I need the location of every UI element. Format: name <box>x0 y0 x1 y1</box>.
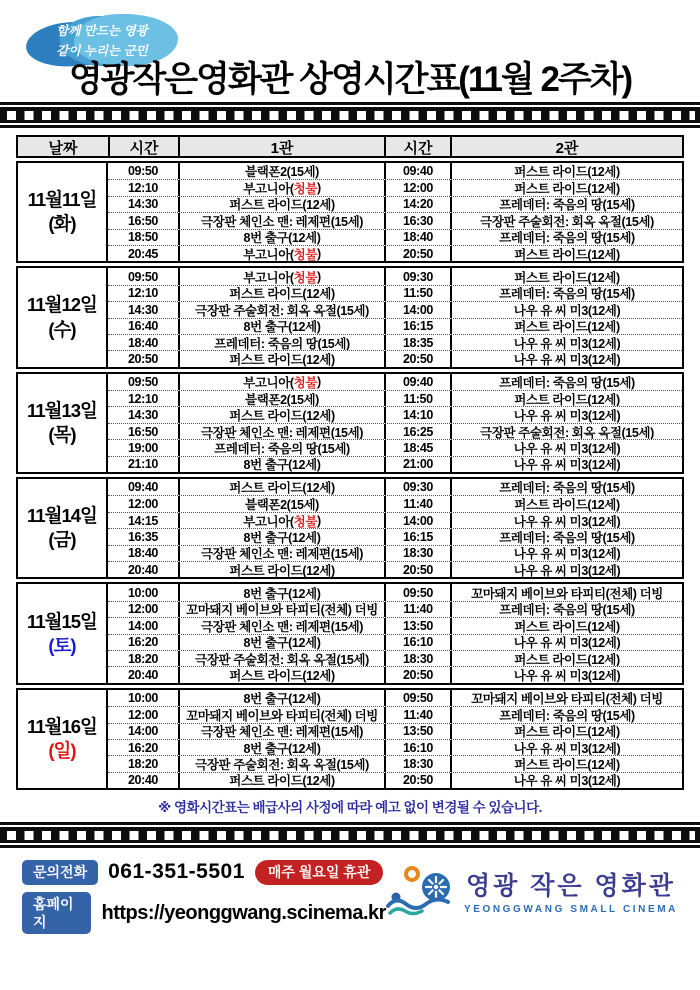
screen1-time: 09:50 <box>128 374 158 389</box>
screen2-movie: 프레데터: 죽음의 땅(15세) <box>450 230 682 245</box>
screen2-movie: 퍼스트 라이드(12세) <box>450 163 682 179</box>
schedule-change-notice: ※ 영화시간표는 배급사의 사정에 따라 예고 없이 변경될 수 있습니다. <box>158 800 542 816</box>
screen1-time: 12:10 <box>128 181 158 196</box>
showtime-row <box>108 423 682 439</box>
cinema-logo-icon <box>386 862 460 918</box>
showtime-row <box>108 772 682 788</box>
header-date: 날짜 <box>48 140 78 157</box>
showtime-row <box>108 334 682 350</box>
screen1-time: 10:00 <box>128 585 158 600</box>
screen2-movie: 퍼스트 라이드(12세) <box>450 651 682 666</box>
screen2-movie: 퍼스트 라이드(12세) <box>450 496 682 511</box>
homepage-link[interactable]: https://yeonggwang.scinema.kr <box>101 901 386 924</box>
table-header-row <box>16 135 684 158</box>
date-label: 11월11일 <box>27 189 97 211</box>
screen2-movie: 프레데터: 죽음의 땅(15세) <box>450 707 682 722</box>
screen1-movie: 퍼스트 라이드(12세) <box>178 407 384 422</box>
showtime-row <box>108 723 682 739</box>
showtime-row <box>108 479 682 495</box>
screen2-time: 16:10 <box>384 635 450 650</box>
showtime-rows <box>108 268 682 366</box>
screen1-time: 10:00 <box>128 690 158 705</box>
showtime-row <box>108 268 682 284</box>
screen2-time: 21:00 <box>384 457 450 472</box>
day-block <box>16 688 684 790</box>
timetable <box>16 135 684 790</box>
schedule-blocks <box>16 161 684 790</box>
restricted-rating-tag: 청불 <box>293 270 318 285</box>
screen2-time: 16:25 <box>384 424 450 439</box>
date-cell <box>18 374 108 472</box>
screen2-movie: 극장판 주술회전: 회옥 옥절(15세) <box>450 424 682 439</box>
date-label: 11월16일 <box>27 715 97 737</box>
screen1-movie: 꼬마돼지 베이브와 타피티(전체) 더빙 <box>178 707 384 722</box>
screen2-time: 11:40 <box>384 707 450 722</box>
screen2-movie: 퍼스트 라이드(12세) <box>450 268 682 284</box>
screen1-time: 16:35 <box>128 529 158 544</box>
weekday-label: (금) <box>48 529 76 551</box>
showtime-row <box>108 617 682 633</box>
screen2-movie: 퍼스트 라이드(12세) <box>450 724 682 739</box>
screen1-time: 20:45 <box>128 246 158 261</box>
screen2-time: 20:50 <box>384 351 450 366</box>
weekday-label: (수) <box>48 318 76 340</box>
showtime-rows <box>108 584 682 682</box>
screen1-movie: 8번 출구(12세) <box>178 457 384 472</box>
screen2-movie: 퍼스트 라이드(12세) <box>450 246 682 261</box>
screen2-movie: 퍼스트 라이드(12세) <box>450 391 682 406</box>
county-logo-line1: 함께 만드는 영광 <box>56 24 148 38</box>
screen2-movie: 나우 유 씨 미3(12세) <box>450 667 682 682</box>
screen2-time: 09:50 <box>384 584 450 600</box>
screen2-time: 18:35 <box>384 335 450 350</box>
date-cell <box>18 584 108 682</box>
phone-row <box>22 860 386 885</box>
day-block <box>16 161 684 263</box>
weekday-label: (목) <box>48 423 76 445</box>
screen2-time: 09:40 <box>384 163 450 179</box>
screen2-time: 11:50 <box>384 286 450 301</box>
header-screen1: 1관 <box>178 137 384 158</box>
closed-monday-badge: 매주 월요일 휴관 <box>255 860 383 885</box>
screen2-movie: 나우 유 씨 미3(12세) <box>450 513 682 528</box>
screen1-movie: 8번 출구(12세) <box>178 635 384 650</box>
date-label: 11월13일 <box>27 399 97 421</box>
screen1-time: 16:20 <box>128 740 158 755</box>
screen2-movie: 프레데터: 죽음의 땅(15세) <box>450 374 682 390</box>
showtime-row <box>108 318 682 334</box>
date-cell <box>18 163 108 261</box>
screen1-time: 20:50 <box>128 351 158 366</box>
showtime-row <box>108 212 682 228</box>
date-label: 11월12일 <box>27 294 97 316</box>
screen1-movie: 퍼스트 라이드(12세) <box>178 479 384 495</box>
screen2-time: 16:15 <box>384 529 450 544</box>
day-block <box>16 582 684 684</box>
date-cell <box>18 690 108 788</box>
screen2-movie: 나우 유 씨 미3(12세) <box>450 740 682 755</box>
screen1-time: 14:30 <box>128 197 158 212</box>
showtime-row <box>108 755 682 771</box>
screen2-movie: 퍼스트 라이드(12세) <box>450 319 682 334</box>
screen1-movie: 퍼스트 라이드(12세) <box>178 351 384 366</box>
restricted-rating-tag: 청불 <box>293 375 318 390</box>
screen1-movie: 부고니아( 청불 ) <box>178 246 384 261</box>
screen1-movie: 8번 출구(12세) <box>178 230 384 245</box>
screen1-time: 14:30 <box>128 408 158 423</box>
screen2-movie: 나우 유 씨 미3(12세) <box>450 335 682 350</box>
showtime-row <box>108 495 682 511</box>
screen1-time: 18:50 <box>128 230 158 245</box>
screen1-movie: 8번 출구(12세) <box>178 690 384 706</box>
screen2-movie: 나우 유 씨 미3(12세) <box>450 546 682 561</box>
screen1-time: 14:30 <box>128 302 158 317</box>
screen2-time: 13:50 <box>384 618 450 633</box>
showtime-row <box>108 512 682 528</box>
page-title: 영광작은영화관 상영시간표(11월 2주차) <box>68 60 632 99</box>
date-cell <box>18 479 108 577</box>
screen1-movie: 극장판 주술회전: 회옥 옥절(15세) <box>178 302 384 317</box>
screen1-time: 20:40 <box>128 668 158 683</box>
screen1-time: 20:40 <box>128 773 158 788</box>
screen2-time: 18:30 <box>384 546 450 561</box>
screen2-movie: 나우 유 씨 미3(12세) <box>450 773 682 788</box>
screen2-time: 18:45 <box>384 440 450 455</box>
screen1-movie: 퍼스트 라이드(12세) <box>178 667 384 682</box>
weekday-label: (화) <box>48 213 76 235</box>
screen2-movie: 꼬마돼지 베이브와 타피티(전체) 더빙 <box>450 584 682 600</box>
weekday-label: (일) <box>48 739 76 761</box>
showtime-row <box>108 739 682 755</box>
screen1-movie: 극장판 주술회전: 회옥 옥절(15세) <box>178 651 384 666</box>
day-block <box>16 477 684 579</box>
header-time2: 시간 <box>384 137 450 158</box>
screen2-time: 20:50 <box>384 773 450 788</box>
screen2-time: 16:10 <box>384 740 450 755</box>
screen1-movie: 블랙폰2(15세) <box>178 391 384 406</box>
screen2-movie: 나우 유 씨 미3(12세) <box>450 635 682 650</box>
screen1-movie: 극장판 체인소 맨: 레제편(15세) <box>178 724 384 739</box>
screen1-movie: 8번 출구(12세) <box>178 529 384 544</box>
screen2-movie: 퍼스트 라이드(12세) <box>450 180 682 195</box>
showtime-row <box>108 561 682 577</box>
showtime-row <box>108 406 682 422</box>
screen2-time: 16:30 <box>384 213 450 228</box>
homepage-label-badge: 홈페이지 <box>22 892 91 934</box>
showtime-row <box>108 650 682 666</box>
screen2-time: 20:50 <box>384 562 450 577</box>
day-block <box>16 372 684 474</box>
screen2-time: 09:30 <box>384 268 450 284</box>
screen2-movie: 프레데터: 죽음의 땅(15세) <box>450 286 682 301</box>
cinema-logo-text <box>464 866 678 915</box>
screen1-time: 20:40 <box>128 562 158 577</box>
screen1-time: 12:00 <box>128 497 158 512</box>
screen1-time: 14:15 <box>128 513 158 528</box>
screen1-time: 16:20 <box>128 635 158 650</box>
screen2-time: 11:40 <box>384 496 450 511</box>
screen2-time: 14:10 <box>384 407 450 422</box>
screen2-time: 09:30 <box>384 479 450 495</box>
showtime-row <box>108 374 682 390</box>
showtime-row <box>108 390 682 406</box>
showtime-rows <box>108 690 682 788</box>
date-label: 11월15일 <box>27 610 97 632</box>
screen1-movie: 부고니아( 청불 ) <box>178 513 384 528</box>
screen1-movie: 8번 출구(12세) <box>178 584 384 600</box>
screen1-movie: 8번 출구(12세) <box>178 319 384 334</box>
screen2-time: 14:20 <box>384 197 450 212</box>
showtime-row <box>108 163 682 179</box>
cinema-name-korean: 영광 작은 영화관 <box>465 871 676 900</box>
screen1-time: 19:00 <box>128 440 158 455</box>
screen2-movie: 프레데터: 죽음의 땅(15세) <box>450 479 682 495</box>
screen1-time: 18:20 <box>128 651 158 666</box>
day-block <box>16 266 684 368</box>
homepage-row <box>22 892 386 934</box>
screen1-movie: 퍼스트 라이드(12세) <box>178 286 384 301</box>
screen1-movie: 극장판 주술회전: 회옥 옥절(15세) <box>178 756 384 771</box>
screen2-movie: 나우 유 씨 미3(12세) <box>450 457 682 472</box>
screen2-movie: 프레데터: 죽음의 땅(15세) <box>450 529 682 544</box>
screen1-time: 21:10 <box>128 457 158 472</box>
screen1-movie: 프레데터: 죽음의 땅(15세) <box>178 440 384 455</box>
screen1-time: 16:50 <box>128 213 158 228</box>
screen2-movie: 꼬마돼지 베이브와 타피티(전체) 더빙 <box>450 690 682 706</box>
header-screen2: 2관 <box>450 137 682 158</box>
screen1-movie: 부고니아( 청불 ) <box>178 180 384 195</box>
screen2-movie: 나우 유 씨 미3(12세) <box>450 562 682 577</box>
screen1-time: 18:20 <box>128 756 158 771</box>
screen2-movie: 퍼스트 라이드(12세) <box>450 618 682 633</box>
restricted-rating-tag: 청불 <box>293 247 318 262</box>
screen2-time: 09:50 <box>384 690 450 706</box>
contact-info <box>22 860 386 934</box>
header-time1: 시간 <box>108 137 178 158</box>
filmstrip-top <box>0 102 700 128</box>
screen2-time: 18:30 <box>384 756 450 771</box>
screen2-time: 09:40 <box>384 374 450 390</box>
showtime-row <box>108 690 682 706</box>
screen1-time: 12:00 <box>128 707 158 722</box>
screen1-movie: 극장판 체인소 맨: 레제편(15세) <box>178 546 384 561</box>
screen2-time: 14:00 <box>384 513 450 528</box>
showtime-row <box>108 666 682 682</box>
cinema-name-english: YEONGGWANG SMALL CINEMA <box>463 903 678 915</box>
date-label: 11월14일 <box>27 505 97 527</box>
showtime-row <box>108 601 682 617</box>
screen1-movie: 극장판 체인소 맨: 레제편(15세) <box>178 618 384 633</box>
screen2-time: 13:50 <box>384 724 450 739</box>
showtime-row <box>108 350 682 366</box>
screen1-movie: 부고니아( 청불 ) <box>178 374 384 390</box>
screen1-movie: 극장판 체인소 맨: 레제편(15세) <box>178 213 384 228</box>
screen2-movie: 프레데터: 죽음의 땅(15세) <box>450 602 682 617</box>
filmstrip-bottom <box>0 822 700 848</box>
screen2-movie: 프레데터: 죽음의 땅(15세) <box>450 197 682 212</box>
showtime-row <box>108 584 682 600</box>
screen1-time: 09:50 <box>128 269 158 284</box>
showtime-row <box>108 196 682 212</box>
screen1-time: 14:00 <box>128 618 158 633</box>
screen2-time: 11:50 <box>384 391 450 406</box>
restricted-rating-tag: 청불 <box>293 514 318 529</box>
screen1-movie: 블랙폰2(15세) <box>178 163 384 179</box>
date-cell <box>18 268 108 366</box>
screen1-time: 12:10 <box>128 286 158 301</box>
screen1-movie: 부고니아( 청불 ) <box>178 268 384 284</box>
screen1-movie: 퍼스트 라이드(12세) <box>178 773 384 788</box>
showtime-row <box>108 301 682 317</box>
screen1-movie: 블랙폰2(15세) <box>178 496 384 511</box>
showtime-row <box>108 179 682 195</box>
cinema-logo <box>386 862 678 918</box>
screen2-movie: 퍼스트 라이드(12세) <box>450 756 682 771</box>
showtime-row <box>108 456 682 472</box>
screen1-time: 09:50 <box>128 164 158 179</box>
screen1-movie: 퍼스트 라이드(12세) <box>178 197 384 212</box>
screen1-time: 16:50 <box>128 424 158 439</box>
screen2-time: 11:40 <box>384 602 450 617</box>
showtime-row <box>108 528 682 544</box>
showtime-row <box>108 439 682 455</box>
screen1-time: 18:40 <box>128 335 158 350</box>
screen2-movie: 극장판 주술회전: 회옥 옥절(15세) <box>450 213 682 228</box>
screen1-time: 09:40 <box>128 480 158 495</box>
phone-label-badge: 문의전화 <box>22 860 98 884</box>
screen1-movie: 프레데터: 죽음의 땅(15세) <box>178 335 384 350</box>
showtime-row <box>108 229 682 245</box>
screen1-movie: 8번 출구(12세) <box>178 740 384 755</box>
showtime-row <box>108 706 682 722</box>
screen1-time: 18:40 <box>128 546 158 561</box>
screen2-time: 18:40 <box>384 230 450 245</box>
restricted-rating-tag: 청불 <box>293 182 318 196</box>
screen1-time: 12:00 <box>128 602 158 617</box>
screen2-time: 18:30 <box>384 651 450 666</box>
screen1-movie: 극장판 체인소 맨: 레제편(15세) <box>178 424 384 439</box>
screen1-time: 12:10 <box>128 391 158 406</box>
showtime-rows <box>108 479 682 577</box>
weekday-label: (토) <box>48 634 76 656</box>
screen2-movie: 나우 유 씨 미3(12세) <box>450 440 682 455</box>
screen2-time: 20:50 <box>384 667 450 682</box>
showtime-row <box>108 245 682 261</box>
screen2-movie: 나우 유 씨 미3(12세) <box>450 407 682 422</box>
county-logo-line2: 같이 누리는 군민 <box>56 44 148 58</box>
showtime-rows <box>108 374 682 472</box>
phone-number: 061-351-5501 <box>108 860 245 884</box>
showtime-row <box>108 285 682 301</box>
screen2-time: 20:50 <box>384 246 450 261</box>
screen2-time: 16:15 <box>384 319 450 334</box>
screen2-time: 12:00 <box>384 180 450 195</box>
screen1-time: 14:00 <box>128 724 158 739</box>
showtime-row <box>108 634 682 650</box>
contact-section <box>22 860 678 934</box>
screen2-time: 14:00 <box>384 302 450 317</box>
header-area <box>0 0 700 102</box>
showtime-rows <box>108 163 682 261</box>
screen1-movie: 퍼스트 라이드(12세) <box>178 562 384 577</box>
screen2-movie: 나우 유 씨 미3(12세) <box>450 302 682 317</box>
screen1-time: 16:40 <box>128 319 158 334</box>
screen1-movie: 꼬마돼지 베이브와 타피티(전체) 더빙 <box>178 602 384 617</box>
showtime-row <box>108 545 682 561</box>
screen2-movie: 나우 유 씨 미3(12세) <box>450 351 682 366</box>
